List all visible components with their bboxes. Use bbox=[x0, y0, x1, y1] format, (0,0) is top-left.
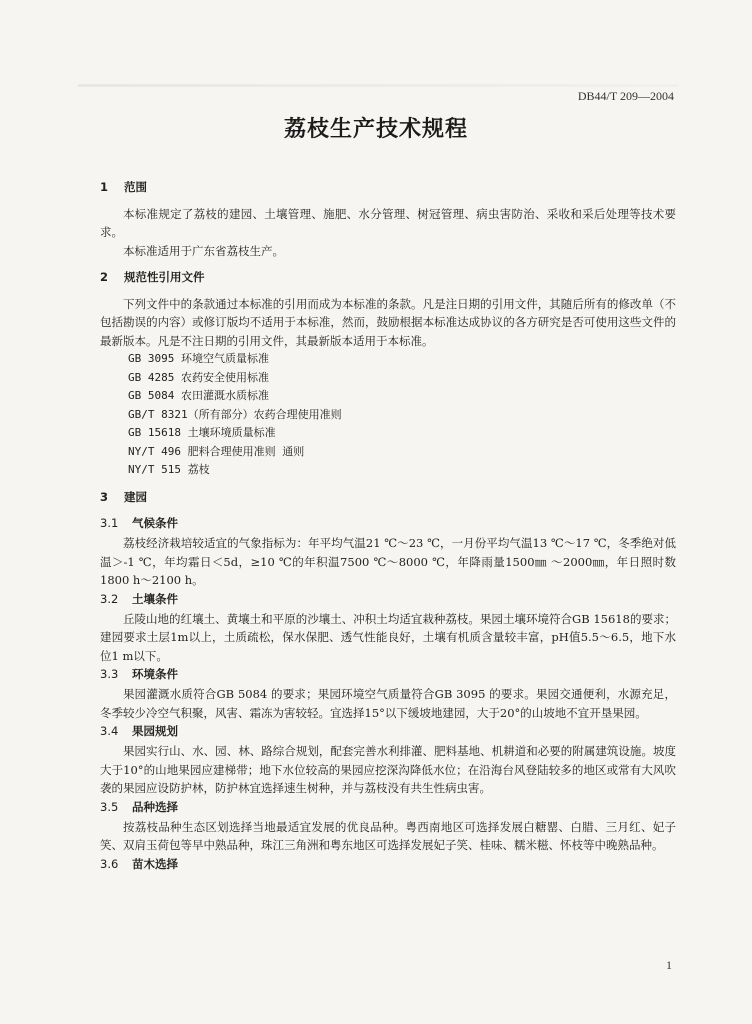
reference-item: GB 5084 农田灌溉水质标准 bbox=[128, 389, 269, 402]
section-2-heading bbox=[100, 268, 676, 287]
standard-number: DB44/T 209—2004 bbox=[577, 89, 674, 103]
section-number: 3 bbox=[100, 489, 109, 504]
paragraph: 荔枝经济栽培较适宜的气象指标为：年平均气温21 ℃～23 ℃，一月份平均气温13 ℃～17 ℃，冬季绝对低温＞-1 ℃，年均霜日＜5d，≥10 ℃的年积温7500 ℃～8000 ℃，年降雨量1500㎜ ～2000㎜，年日照时数1800 h～2100 h。 bbox=[100, 536, 676, 587]
page-number: 1 bbox=[666, 958, 672, 972]
section-title: 建园 bbox=[124, 489, 147, 504]
paragraph: 丘陵山地的红壤土、黄壤土和平原的沙壤土、冲积土均适宜栽种荔枝。果园土壤环境符合GB 15618的要求；建园要求土层1m以上，土质疏松，保水保肥、透气性能良好，土壤有机质含量较丰富，pH值5.5～6.5，地下水位1 m以下。 bbox=[100, 611, 676, 663]
reference-item: GB 4285 农药安全使用标准 bbox=[128, 370, 269, 384]
subsection-heading bbox=[100, 722, 676, 742]
section-number: 2 bbox=[100, 270, 109, 284]
paragraph: 果园灌溉水质符合GB 5084 的要求；果园环境空气质量符合GB 3095 的要求。果园交通便利，水源充足，冬季较少冷空气积聚，风害、霜冻为害较轻。宜选择15°以下缓坡地建园，大于20°的山坡地不宜开垦果园。 bbox=[100, 687, 676, 720]
subsection-title: 品种选择 bbox=[132, 799, 178, 814]
subsection-number: 3.6 bbox=[100, 856, 119, 871]
subsection-title: 气候条件 bbox=[132, 516, 178, 530]
document-body bbox=[100, 178, 676, 875]
subsection-heading bbox=[100, 590, 676, 610]
reference-item: NY/T 496 肥料合理使用准则 通则 bbox=[128, 444, 305, 458]
section-1-heading bbox=[100, 178, 676, 197]
reference-item: NY/T 515 荔枝 bbox=[128, 463, 210, 476]
subsection-number: 3.2 bbox=[100, 591, 119, 606]
subsection-title: 土壤条件 bbox=[132, 591, 178, 606]
section-3-heading bbox=[100, 488, 676, 507]
section-title: 规范性引用文件 bbox=[124, 270, 205, 284]
subsection-number: 3.5 bbox=[100, 799, 119, 814]
scan-shadow bbox=[78, 84, 678, 87]
paragraph: 果园实行山、水、园、林、路综合规划，配套完善水利排灌、肥料基地、机耕道和必要的附属建筑设施。坡度大于10°的山地果园应建梯带；地下水位较高的果园应挖深沟降低水位；在沿海台风登陆较多的地区或常有大风吹袭的果园应设防护林，防护林宜选择速生树种，并与荔枝没有共生性病虫害。 bbox=[100, 744, 676, 795]
reference-item: GB/T 8321（所有部分）农药合理使用准则 bbox=[128, 407, 342, 421]
section-title: 范围 bbox=[124, 180, 147, 194]
subsection-title: 苗木选择 bbox=[132, 856, 178, 871]
subsection-number: 3.1 bbox=[100, 516, 119, 530]
document-title: 荔枝生产技术规程 bbox=[283, 117, 468, 142]
subsection-heading bbox=[100, 514, 676, 534]
subsection-number: 3.4 bbox=[100, 724, 119, 738]
reference-item: GB 3095 环境空气质量标准 bbox=[128, 352, 269, 365]
subsection-heading bbox=[100, 665, 676, 685]
paragraph: 本标准适用于广东省荔枝生产。 bbox=[123, 243, 284, 258]
paragraph: 本标准规定了荔枝的建园、土壤管理、施肥、水分管理、树冠管理、病虫害防治、采收和采后处理等技术要求。 bbox=[100, 206, 676, 239]
section-number: 1 bbox=[100, 180, 109, 194]
reference-item: GB 15618 土壤环境质量标准 bbox=[128, 426, 276, 439]
subsection-heading bbox=[100, 855, 676, 875]
subsection-title: 果园规划 bbox=[132, 724, 178, 738]
paragraph: 按荔枝品种生态区划选择当地最适宜发展的优良品种。粤西南地区可选择发展白糖罂、白腊、三月红、妃子笑、双肩玉荷包等早中熟品种，珠江三角洲和粤东地区可选择发展妃子笑、桂味、糯米糍、怀枝等中晚熟品种。 bbox=[100, 819, 676, 852]
subsection-number: 3.3 bbox=[100, 667, 119, 681]
paragraph: 下列文件中的条款通过本标准的引用而成为本标准的条款。凡是注日期的引用文件，其随后所有的修改单（不包括勘误的内容）或修订版均不适用于本标准，然而，鼓励根据本标准达成协议的各方研究是否可使用这些文件的最新版本。凡是不注日期的引用文件，其最新版本适用于本标准。 bbox=[100, 296, 676, 348]
subsection-title: 环境条件 bbox=[132, 667, 178, 681]
subsection-heading bbox=[100, 798, 676, 818]
